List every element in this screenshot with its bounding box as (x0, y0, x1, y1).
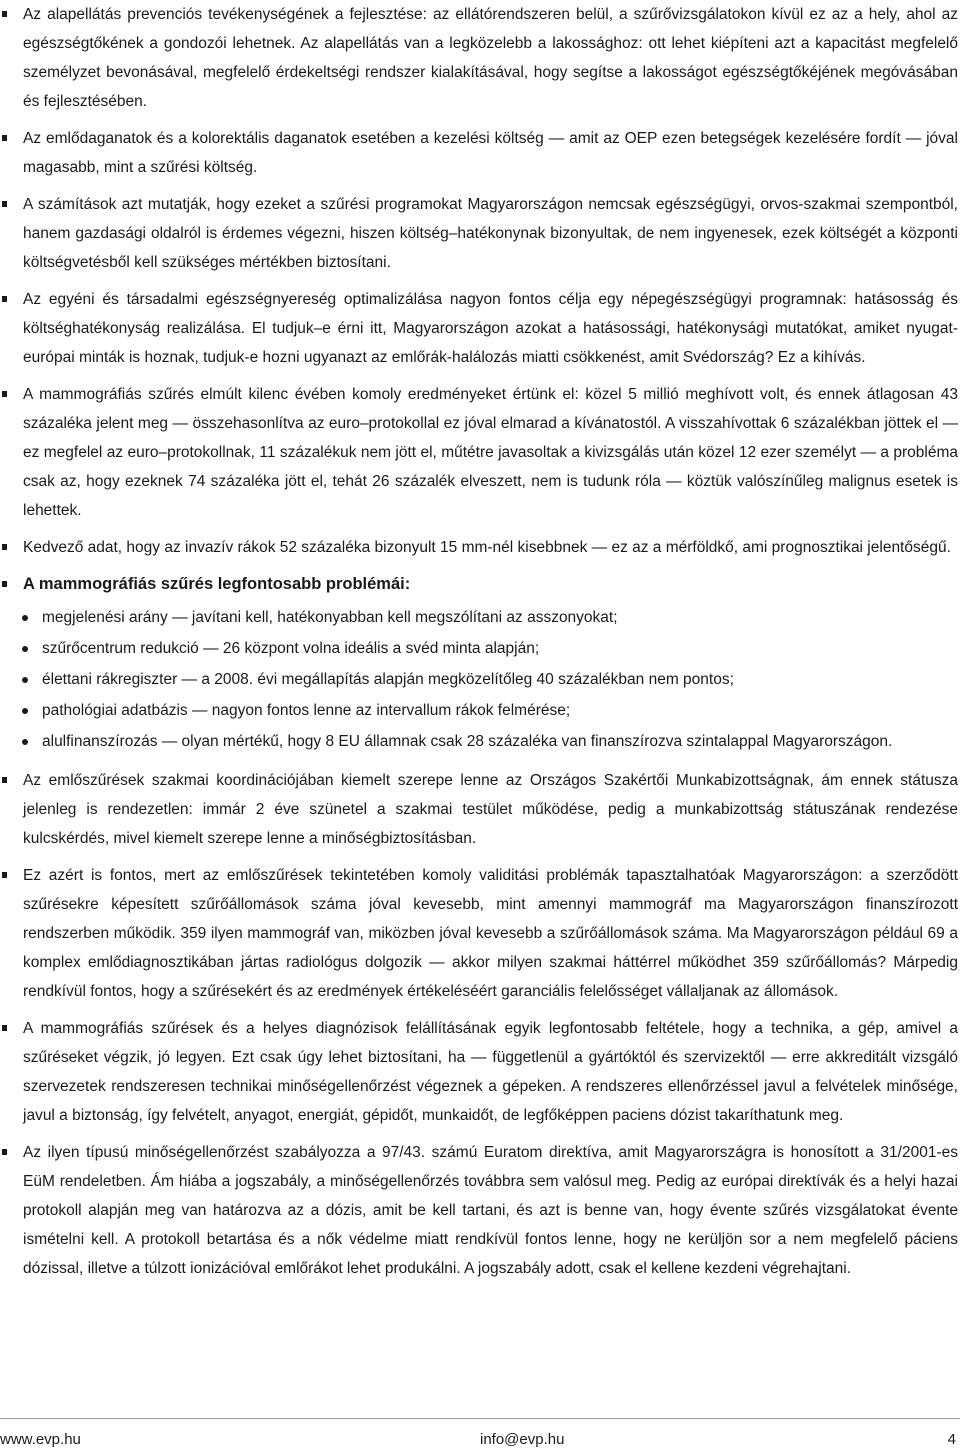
page-number: 4 (947, 1431, 956, 1448)
bullet-paragraph-3: A számítások azt mutatják, hogy ezeket a szűrési programokat Magyarországon nemcsak egészségügyi, orvos-szakmai szempontból, hanem gazdasági oldalról is érdemes végezni, hiszen költség–hatékonynak bizonyultak, de nem ingyenesek, ezek költségét a központi költségvetésből kell szükséges mértékben biztosítani. (0, 190, 960, 277)
footer-email-link[interactable]: info@evp.hu (480, 1431, 565, 1448)
problem-item-1: megjelenési arány — javítani kell, hatékonyabban kell megszólítani az asszonyokat; (0, 603, 960, 632)
problem-item-5: alulfinanszírozás — olyan mértékű, hogy 8 EU államnak csak 28 százaléka van finanszírozva szintalappal Magyarországon. (0, 727, 960, 756)
bullet-paragraph-6: Kedvező adat, hogy az invazív rákok 52 százaléka bizonyult 15 mm-nél kisebbnek — ez az a mérföldkő, ami prognosztikai jelentőségű. (0, 533, 960, 562)
problem-list (0, 603, 960, 756)
bullet-paragraph-9: A mammográfiás szűrések és a helyes diagnózisok felállításának egyik legfontosabb feltétele, hogy a technika, a gép, amivel a szűréseket végzik, jó legyen. Ezt csak úgy lehet biztosítani, ha — függetlenül a gyártóktól és szervizektől — erre akkreditált vizsgáló szervezetek rendszeresen technikai minőségellenőrzést végeznek a gépeken. A rendszeres ellenőrzéssel javul a felvételek minősége, javul a biztonság, így felvételt, anyagot, energiát, gépidőt, munkaidőt, de legfőképpen paciens dózist takaríthatunk meg. (0, 1014, 960, 1130)
bullet-paragraph-8: Ez azért is fontos, mert az emlőszűrések tekintetében komoly validitási problémák tapasztalhatóak Magyarországon: a szerződött szűrésekre képesített szűrőállomások száma jóval kevesebb, mint amennyi mammográf ma Magyarországon finanszírozott rendszerben működik. 359 ilyen mammográf van, miközben jóval kevesebb a szűrőállomások száma. Ma Magyarországon például 69 a komplex emlődiagnosztikában jártas radiológus dolgozik — akkor milyen szakmai háttérrel működhet 359 szűrőállomás? Márpedig rendkívül fontos, hogy a szűrésekért és az eredmények értékeléséért garanciális felelősséget vállaljanak az állomások. (0, 861, 960, 1006)
bullet-paragraph-2: Az emlődaganatok és a kolorektális daganatok esetében a kezelési költség — amit az OEP ezen betegségek kezelésére fordít — jóval magasabb, mint a szűrési költség. (0, 124, 960, 182)
problem-item-3: élettani rákregiszter — a 2008. évi megállapítás alapján megközelítőleg 40 százalékban nem pontos; (0, 665, 960, 694)
bullet-paragraph-4: Az egyéni és társadalmi egészségnyereség optimalizálása nagyon fontos célja egy népegészségügyi programnak: hatásosság és költséghatékonyság realizálása. El tudjuk–e érni itt, Magyarországon azokat a hatásossági, hatékonysági mutatókat, amiket nyugat-európai minták is hoznak, tudjuk-e hozni ugyanazt az emlőrák-halálozás miatti csökkenést, amit Svédország? Ez a kihívás. (0, 285, 960, 372)
page-footer (0, 1430, 960, 1452)
problem-item-2: szűrőcentrum redukció — 26 központ volna ideális a svéd minta alapján; (0, 634, 960, 663)
footer-website-link[interactable]: www.evp.hu (0, 1431, 81, 1448)
bullet-paragraph-5: A mammográfiás szűrés elmúlt kilenc évében komoly eredményeket értünk el: közel 5 millió meghívott volt, és ennek átlagosan 43 százaléka jelent meg — összehasonlítva az euro–protokollal ez jóval elmarad a kívánatostól. A visszahívottak 6 százalékban jöttek el — ez megfelel az euro–protokollnak, 11 százalékuk nem jött el, műtétre javasoltak a kivizsgálás után közel 12 ezer személyt — a probléma csak az, hogy ezeknek 74 százaléka jött el, tehát 26 százalék elveszett, nem is tudunk róla — köztük valószínűleg malignus esetek is lehettek. (0, 380, 960, 525)
bullet-paragraph-1: Az alapellátás prevenciós tevékenységének a fejlesztése: az ellátórendszeren belül, a szűrővizsgálatokon kívül ez az a hely, ahol az egészségtőkének a gondozói lehetnek. Az alapellátás van a legközelebb a lakossághoz: ott lehet kiépíteni azt a kapacitást megfelelő személyzet bevonásával, megfelelő érdekeltségi rendszer kialakításával, hogy segítse a lakosságot egészségtőkéjének megóvásában és fejlesztésében. (0, 0, 960, 116)
bullet-paragraph-7: Az emlőszűrések szakmai koordinációjában kiemelt szerepe lenne az Országos Szakértői Munkabizottságnak, ám ennek státusza jelenleg is rendezetlen: immár 2 éve szünetel a szakmai testület működése, pedig a munkabizottság státuszának rendezése kulcskérdés, mivel kiemelt szerepe lenne a minőségbiztosításban. (0, 766, 960, 853)
section-heading: A mammográfiás szűrés legfontosabb problémái: (0, 570, 960, 599)
footer-divider (0, 1418, 960, 1419)
bullet-paragraph-10: Az ilyen típusú minőségellenőrzést szabályozza a 97/43. számú Euratom direktíva, amit Magyarországra is honosított a 31/2001-es EüM rendeletben. Ám hiába a jogszabály, a minőségellenőrzés továbbra sem valósul meg. Pedig az európai direktívák és a helyi hazai protokoll alapján meg van határozva az a dózis, amit be kell tartani, és azt is benne van, hogy évente szűrés vizsgálatokat évente ismételni kell. A protokoll betartása és a nők védelme miatt rendkívül fontos lenne, hogy ne kerüljön sor a nem megfelelő páciens dózissal, illetve a túlzott ionizációval emlőrákot lehet produkálni. A jogszabály adott, csak el kellene kezdeni végrehajtani. (0, 1138, 960, 1283)
problem-item-4: pathológiai adatbázis — nagyon fontos lenne az intervallum rákok felmérése; (0, 696, 960, 725)
